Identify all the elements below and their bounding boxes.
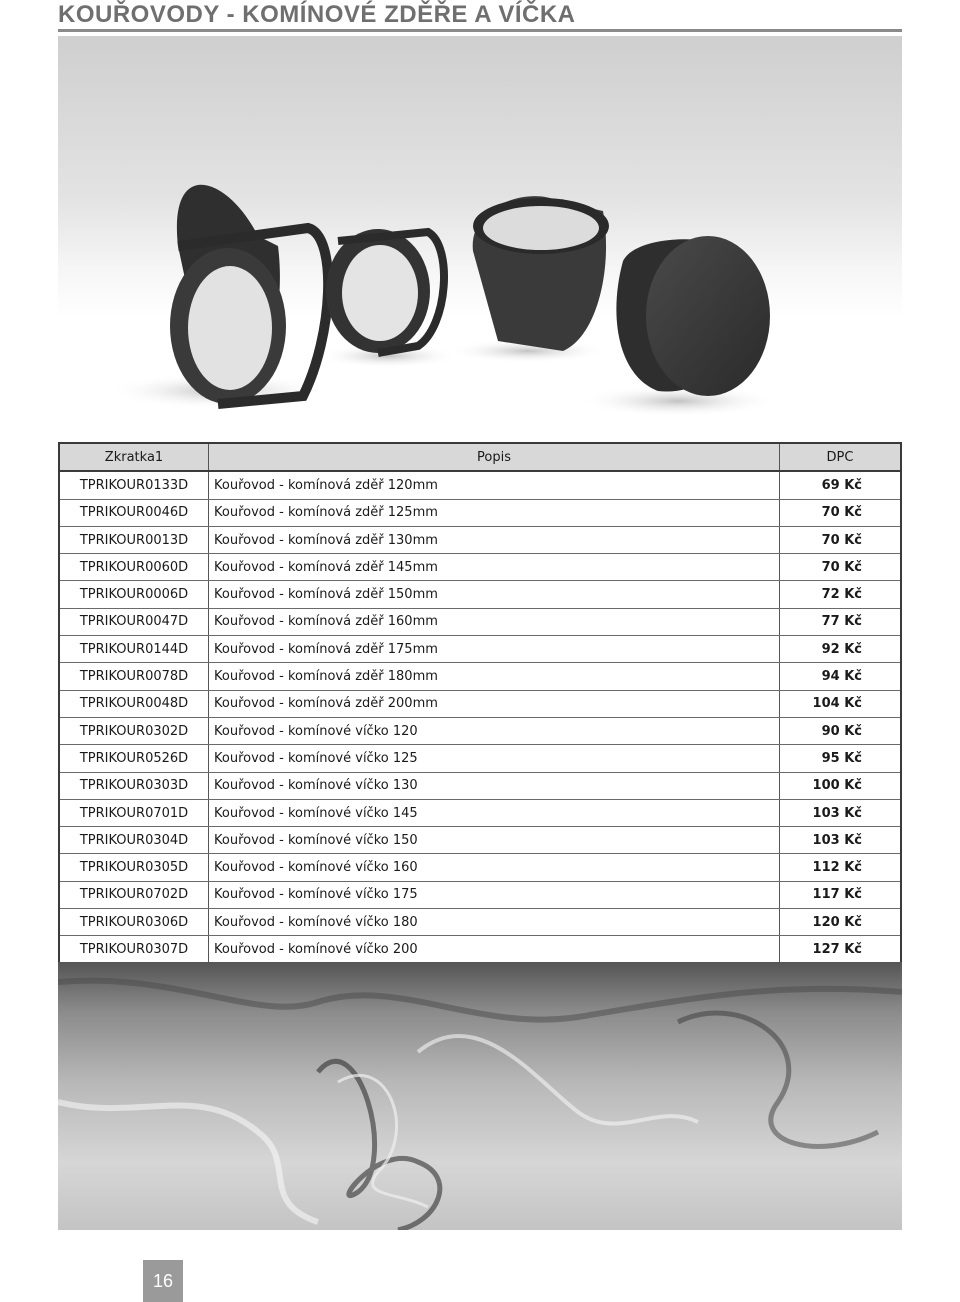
product-code-cell: TPRIKOUR0060D [59,554,209,581]
product-code-cell: TPRIKOUR0047D [59,608,209,635]
product-price-cell: 103 Kč [780,799,902,826]
product-price-cell: 104 Kč [780,690,902,717]
product-price-cell: 103 Kč [780,827,902,854]
table-row [59,636,901,663]
product-code-cell: TPRIKOUR0078D [59,663,209,690]
table-row [59,772,901,799]
product-code-cell: TPRIKOUR0526D [59,745,209,772]
table-row [59,471,901,499]
collar-medium [326,229,444,353]
product-code-cell: TPRIKOUR0048D [59,690,209,717]
product-code-cell: TPRIKOUR0701D [59,799,209,826]
collar-tall [473,196,609,351]
product-code-cell: TPRIKOUR0305D [59,854,209,881]
product-code-cell: TPRIKOUR0303D [59,772,209,799]
product-code-cell: TPRIKOUR0013D [59,526,209,553]
product-description-cell: Kouřovod - komínové víčko 160 [209,854,780,881]
product-price-cell: 70 Kč [780,499,902,526]
smoke-decoration-image [58,962,902,1230]
product-code-cell: TPRIKOUR0307D [59,936,209,964]
product-description-cell: Kouřovod - komínové víčko 145 [209,799,780,826]
product-description-cell: Kouřovod - komínové víčko 180 [209,909,780,936]
page-number: 16 [143,1260,183,1302]
table-row [59,690,901,717]
table-row [59,499,901,526]
table-row [59,909,901,936]
collar-large [170,185,328,404]
product-price-cell: 72 Kč [780,581,902,608]
product-photo-illustration [58,36,902,440]
product-price-cell: 100 Kč [780,772,902,799]
product-description-cell: Kouřovod - komínové víčko 175 [209,881,780,908]
column-header-code: Zkratka1 [59,443,209,471]
product-code-cell: TPRIKOUR0302D [59,717,209,744]
product-description-cell: Kouřovod - komínová zděř 150mm [209,581,780,608]
product-price-cell: 127 Kč [780,936,902,964]
table-body [59,471,901,963]
product-description-cell: Kouřovod - komínová zděř 160mm [209,608,780,635]
table-row [59,581,901,608]
product-description-cell: Kouřovod - komínové víčko 125 [209,745,780,772]
product-description-cell: Kouřovod - komínová zděř 180mm [209,663,780,690]
product-description-cell: Kouřovod - komínová zděř 125mm [209,499,780,526]
column-header-description: Popis [209,443,780,471]
column-header-price: DPC [780,443,902,471]
product-price-cell: 95 Kč [780,745,902,772]
product-code-cell: TPRIKOUR0306D [59,909,209,936]
product-price-cell: 112 Kč [780,854,902,881]
product-price-cell: 70 Kč [780,526,902,553]
product-code-cell: TPRIKOUR0304D [59,827,209,854]
product-description-cell: Kouřovod - komínové víčko 200 [209,936,780,964]
table-row [59,827,901,854]
table-row [59,608,901,635]
product-price-cell: 70 Kč [780,554,902,581]
product-description-cell: Kouřovod - komínová zděř 120mm [209,471,780,499]
product-code-cell: TPRIKOUR0133D [59,471,209,499]
table-row [59,936,901,964]
table-header-row [59,443,901,471]
smoke-illustration [58,962,902,1230]
table-row [59,717,901,744]
product-description-cell: Kouřovod - komínové víčko 150 [209,827,780,854]
product-code-cell: TPRIKOUR0046D [59,499,209,526]
product-description-cell: Kouřovod - komínová zděř 175mm [209,636,780,663]
product-price-cell: 69 Kč [780,471,902,499]
table-row [59,663,901,690]
product-code-cell: TPRIKOUR0006D [59,581,209,608]
product-description-cell: Kouřovod - komínové víčko 120 [209,717,780,744]
title-divider [58,29,902,32]
product-description-cell: Kouřovod - komínové víčko 130 [209,772,780,799]
product-price-cell: 120 Kč [780,909,902,936]
product-code-cell: TPRIKOUR0144D [59,636,209,663]
product-price-cell: 94 Kč [780,663,902,690]
product-price-cell: 90 Kč [780,717,902,744]
table-row [59,881,901,908]
product-description-cell: Kouřovod - komínová zděř 145mm [209,554,780,581]
product-table [58,442,902,965]
product-code-cell: TPRIKOUR0702D [59,881,209,908]
product-description-cell: Kouřovod - komínová zděř 130mm [209,526,780,553]
table-row [59,799,901,826]
table-row [59,745,901,772]
product-photo [58,36,902,440]
product-price-cell: 77 Kč [780,608,902,635]
chimney-cap [616,236,770,396]
table-row [59,526,901,553]
product-price-cell: 117 Kč [780,881,902,908]
table-row [59,554,901,581]
product-price-cell: 92 Kč [780,636,902,663]
product-description-cell: Kouřovod - komínová zděř 200mm [209,690,780,717]
page-title: KOUŘOVODY - KOMÍNOVÉ ZDĚŘE A VÍČKA [58,1,576,28]
table-row [59,854,901,881]
